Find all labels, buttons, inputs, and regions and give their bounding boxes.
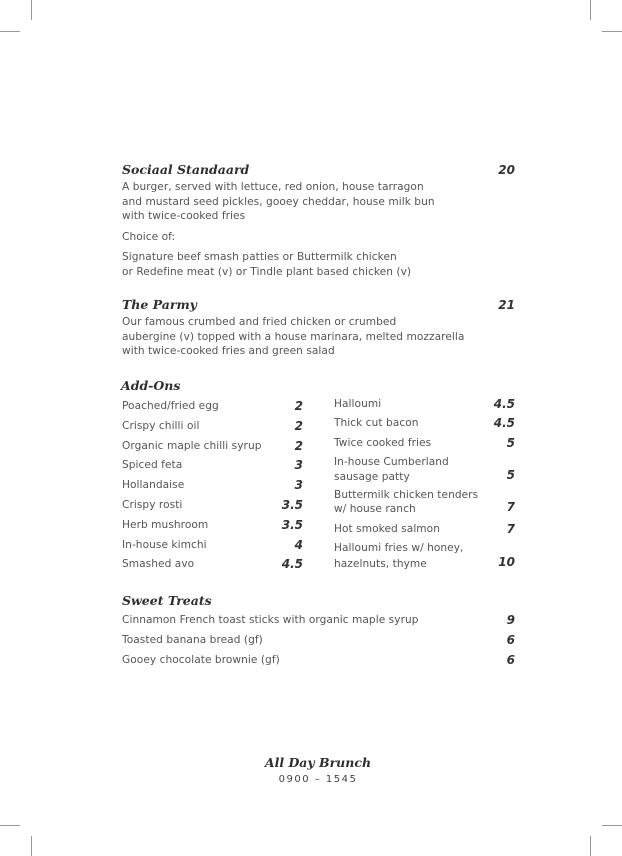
addon-name: Poached/fried egg — [122, 400, 219, 412]
section-title-sweets: Sweet Treats — [122, 593, 212, 608]
addon-name: Twice cooked fries — [334, 437, 432, 449]
footer-title: All Day Brunch — [264, 755, 372, 770]
dish-price: 20 — [498, 163, 515, 177]
addon-price: 2 — [294, 419, 303, 433]
addon-name: Halloumi — [334, 398, 382, 410]
addon-price: 4.5 — [493, 416, 515, 430]
addon-name: Organic maple chilli syrup — [122, 440, 262, 452]
addon-price: 3.5 — [281, 518, 303, 532]
footer-hours: 0900 – 1545 — [278, 774, 358, 785]
addon-price: 10 — [498, 555, 515, 569]
addon-price: 2 — [294, 439, 303, 453]
crop-mark — [602, 825, 622, 826]
sweet-price: 9 — [506, 613, 515, 627]
addon-price: 3 — [294, 458, 303, 472]
addon-name: w/ house ranch — [334, 503, 416, 515]
addon-price: 4.5 — [493, 397, 515, 411]
addon-name: In-house Cumberland — [334, 456, 449, 468]
sweet-price: 6 — [506, 653, 515, 667]
choice-options: or Redefine meat (v) or Tindle plant based chicken (v) — [122, 266, 412, 278]
sweet-name: Cinnamon French toast sticks with organic maple syrup — [122, 614, 419, 626]
dish-description: and mustard seed pickles, gooey cheddar, house milk bun — [122, 196, 435, 208]
addon-name: Hot smoked salmon — [334, 523, 440, 535]
dish-description: aubergine (v) topped with a house marinara, melted mozzarella — [122, 331, 465, 343]
addon-price: 7 — [506, 500, 515, 514]
dish-description: with twice-cooked fries — [122, 210, 246, 222]
crop-mark — [602, 31, 622, 32]
crop-mark — [590, 0, 591, 20]
addon-name: Crispy rosti — [122, 499, 183, 511]
addon-price: 4 — [294, 538, 303, 552]
addon-name: Spiced feta — [122, 459, 183, 471]
dish-title: The Parmy — [122, 297, 197, 312]
crop-mark — [0, 825, 20, 826]
addon-name: Crispy chilli oil — [122, 420, 200, 432]
crop-mark — [31, 836, 32, 856]
addon-name: Halloumi fries w/ honey, — [334, 542, 464, 554]
addon-name: Smashed avo — [122, 558, 195, 570]
addon-name: Thick cut bacon — [334, 417, 419, 429]
section-title-addons: Add-Ons — [121, 378, 181, 393]
addon-name: Hollandaise — [122, 479, 185, 491]
dish-description: Our famous crumbed and fried chicken or crumbed — [122, 316, 397, 328]
sweet-name: Toasted banana bread (gf) — [122, 634, 263, 646]
crop-mark — [0, 31, 20, 32]
crop-mark — [31, 0, 32, 20]
dish-price: 21 — [498, 298, 515, 312]
sweet-name: Gooey chocolate brownie (gf) — [122, 654, 280, 666]
addon-name: Buttermilk chicken tenders — [334, 489, 479, 501]
addon-price: 5 — [506, 468, 515, 482]
addon-price: 5 — [506, 436, 515, 450]
addon-price: 4.5 — [281, 557, 303, 571]
addon-name: sausage patty — [334, 471, 410, 483]
addon-price: 2 — [294, 399, 303, 413]
sweet-price: 6 — [506, 633, 515, 647]
addon-price: 7 — [506, 522, 515, 536]
addon-name: In-house kimchi — [122, 539, 207, 551]
crop-mark — [590, 836, 591, 856]
addon-name: Herb mushroom — [122, 519, 209, 531]
dish-title: Sociaal Standaard — [122, 162, 250, 177]
addon-price: 3 — [294, 478, 303, 492]
choice-label: Choice of: — [122, 231, 176, 243]
addon-price: 3.5 — [281, 498, 303, 512]
dish-description: A burger, served with lettuce, red onion, house tarragon — [122, 181, 424, 193]
dish-description: with twice-cooked fries and green salad — [122, 345, 335, 357]
addon-name: hazelnuts, thyme — [334, 558, 427, 570]
choice-options: Signature beef smash patties or Buttermilk chicken — [122, 251, 397, 263]
